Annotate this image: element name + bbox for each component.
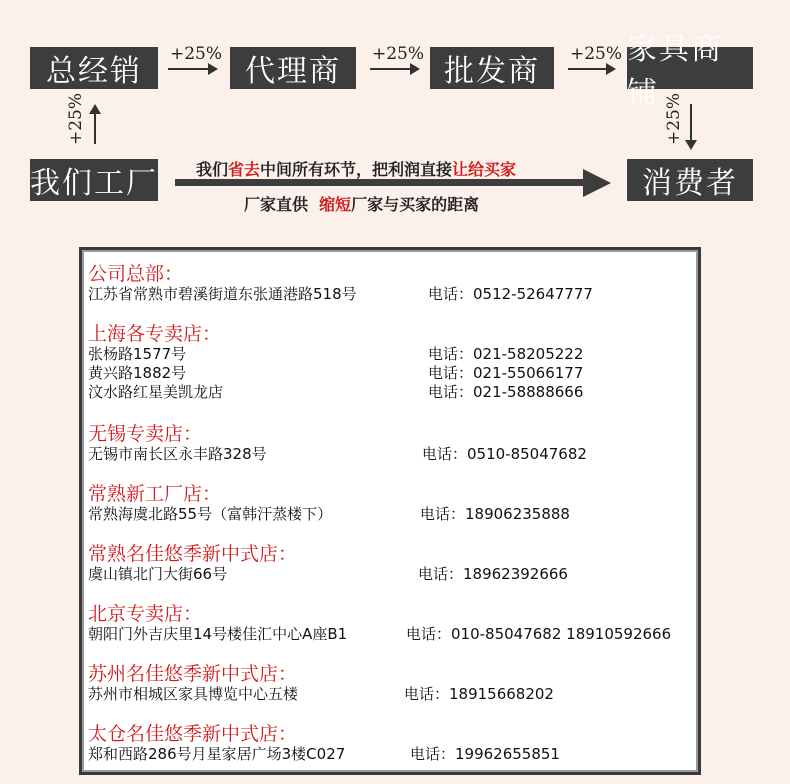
store-name: 无锡专卖店： bbox=[88, 423, 203, 445]
arrow-up-icon bbox=[94, 112, 96, 144]
store-address: 常熟海虞北路55号（富韩汗蒸楼下） bbox=[88, 505, 333, 523]
wholesaler-box: 批发商 bbox=[430, 47, 554, 89]
store-line bbox=[88, 745, 560, 764]
store-address: 无锡市南长区永丰路328号 bbox=[88, 445, 267, 463]
store-name: 公司总部： bbox=[88, 263, 184, 285]
consumer-box: 消费者 bbox=[627, 159, 753, 201]
store-address: 江苏省常熟市碧溪街道东张通港路518号 bbox=[88, 285, 357, 303]
factory-box: 我们工厂 bbox=[30, 159, 158, 201]
store-line bbox=[88, 345, 584, 364]
store-phone: 电话：18915668202 bbox=[404, 685, 554, 703]
arrow-right-icon bbox=[568, 68, 614, 70]
store-name: 上海各专卖店： bbox=[88, 323, 222, 345]
agent-box: 代理商 bbox=[230, 47, 356, 89]
arrow-right-icon bbox=[168, 68, 216, 70]
store-block bbox=[88, 603, 672, 644]
store-address: 张杨路1577号 bbox=[88, 345, 187, 363]
store-address: 虞山镇北门大街66号 bbox=[88, 565, 228, 583]
store-block bbox=[88, 483, 570, 524]
store-phone: 电话：18906235888 bbox=[420, 505, 570, 523]
store-phone: 电话：0510-85047682 bbox=[422, 445, 587, 463]
store-list-panel bbox=[79, 247, 701, 775]
store-name: 苏州名佳悠季新中式店： bbox=[88, 663, 298, 685]
store-phone: 电话：021-55066177 bbox=[428, 364, 584, 382]
store-address: 汶水路红星美凯龙店 bbox=[88, 383, 224, 401]
store-block bbox=[88, 663, 554, 704]
store-line bbox=[88, 383, 584, 402]
markup-label: +25% bbox=[170, 44, 223, 64]
store-address: 苏州市相城区家具博览中心五楼 bbox=[88, 685, 299, 703]
store-block bbox=[88, 323, 584, 402]
store-address: 黄兴路1882号 bbox=[88, 364, 187, 382]
store-phone: 电话：021-58205222 bbox=[428, 345, 584, 363]
store-name: 常熟名佳悠季新中式店： bbox=[88, 543, 298, 565]
markup-label: +25% bbox=[372, 44, 425, 64]
store-block bbox=[88, 723, 560, 764]
store-line bbox=[88, 505, 570, 524]
store-line bbox=[88, 364, 584, 383]
store-phone: 电话：19962655851 bbox=[410, 745, 560, 763]
store-line bbox=[88, 625, 672, 644]
distributor-box: 总经销 bbox=[30, 47, 158, 89]
store-block bbox=[88, 543, 568, 584]
store-phone: 电话：0512-52647777 bbox=[428, 285, 593, 303]
store-line bbox=[88, 285, 593, 304]
slogan-top: 我们省去中间所有环节，把利润直接让给买家 bbox=[196, 160, 517, 179]
store-line bbox=[88, 445, 587, 464]
store-name: 太仓名佳悠季新中式店： bbox=[88, 723, 298, 745]
store-block bbox=[88, 423, 587, 464]
store-phone: 电话：010-85047682 18910592666 bbox=[406, 625, 672, 643]
store-line bbox=[88, 685, 554, 704]
markup-label: +25% bbox=[570, 44, 623, 64]
furniture-shop-box: 家具商铺 bbox=[627, 47, 753, 89]
slogan-bottom: 厂家直供 缩短厂家与买家的距离 bbox=[244, 195, 480, 214]
markup-label: +25% bbox=[66, 92, 86, 145]
store-address: 郑和西路286号月星家居广场3楼C027 bbox=[88, 745, 346, 763]
store-phone: 电话：18962392666 bbox=[418, 565, 568, 583]
store-name: 北京专卖店： bbox=[88, 603, 203, 625]
direct-arrow-icon bbox=[175, 179, 585, 186]
arrow-down-icon bbox=[690, 104, 692, 142]
store-name: 常熟新工厂店： bbox=[88, 483, 222, 505]
store-block bbox=[88, 263, 593, 304]
markup-label: +25% bbox=[664, 92, 684, 145]
store-phone: 电话：021-58888666 bbox=[428, 383, 584, 401]
arrow-right-icon bbox=[370, 68, 418, 70]
store-line bbox=[88, 565, 568, 584]
store-address: 朝阳门外吉庆里14号楼佳汇中心A座B1 bbox=[88, 625, 348, 643]
